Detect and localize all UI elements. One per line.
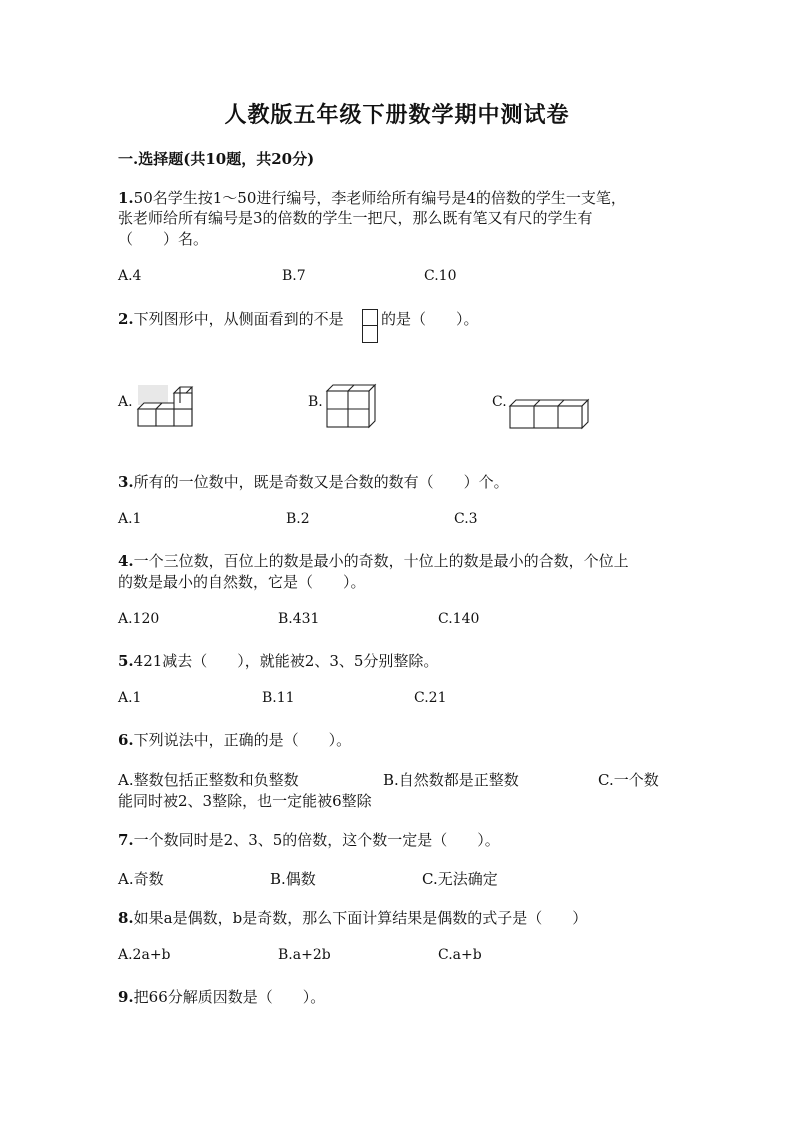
question-8-option-a: A.2a+b: [118, 947, 171, 963]
question-2-option-a: A.: [118, 394, 133, 410]
question-6-option-b: B.自然数都是正整数: [383, 771, 519, 789]
question-5-option-b: B.11: [262, 690, 295, 706]
question-8-option-b: B.a+2b: [278, 947, 331, 963]
question-5-option-a: A.1: [118, 690, 142, 706]
option-c-cubes-figure: [508, 398, 592, 430]
question-text: 421减去（ ），就能被2、3、5分别整除。: [133, 652, 439, 670]
question-number: 7.: [118, 831, 134, 849]
question-text: 下列说法中，正确的是（ ）。: [133, 731, 352, 749]
question-text: 一个三位数，百位上的数是最小的奇数，十位上的数是最小的合数，个位上: [133, 552, 629, 570]
question-7-option-c: C.无法确定: [422, 870, 498, 888]
question-1-line-3: （ ）名。: [118, 230, 209, 248]
question-3-line-1: [118, 471, 509, 492]
question-text: 一个数同时是2、3、5的倍数，这个数一定是（ ）。: [133, 831, 500, 849]
question-1-line-1: [118, 187, 626, 208]
question-number: 8.: [118, 909, 134, 927]
question-7-option-a: A.奇数: [118, 870, 164, 888]
question-3-option-c: C.3: [454, 511, 478, 527]
view-figure-top-square: [362, 309, 378, 326]
question-number: 3.: [118, 473, 134, 491]
question-3-option-b: B.2: [286, 511, 310, 527]
question-text: 所有的一位数中，既是奇数又是合数的数有（ ）个。: [133, 473, 509, 491]
question-number: 6.: [118, 731, 134, 749]
option-a-cubes-figure: [136, 385, 196, 429]
question-text: 50名学生按1～50进行编号，李老师给所有编号是4的倍数的学生一支笔，: [133, 189, 626, 207]
question-9-line-1: [118, 986, 325, 1007]
question-number: 1.: [118, 189, 134, 207]
question-3-option-a: A.1: [118, 511, 142, 527]
question-4-option-a: A.120: [118, 611, 160, 627]
page-title: 人教版五年级下册数学期中测试卷: [224, 102, 570, 128]
question-1-option-b: B.7: [282, 268, 306, 284]
question-number: 2.: [118, 310, 134, 328]
question-2-line-1: [118, 308, 344, 329]
question-5-line-1: [118, 650, 438, 671]
question-1-option-c: C.10: [424, 268, 457, 284]
question-2-line-1-tail: 的是（ ）。: [381, 310, 479, 328]
question-1-option-a: A.4: [118, 268, 142, 284]
question-4-line-1: [118, 550, 629, 571]
option-b-cubes-figure: [323, 383, 379, 429]
question-4-option-c: C.140: [438, 611, 480, 627]
question-6-option-c: C.一个数: [598, 771, 659, 789]
question-6-option-c-tail: 能同时被2、3整除，也一定能被6整除: [118, 792, 372, 810]
question-1-line-2: 张老师给所有编号是3的倍数的学生一把尺，那么既有笔又有尺的学生有: [118, 209, 593, 227]
question-4-line-2: 的数是最小的自然数，它是（ ）。: [118, 573, 366, 591]
question-2-option-c: C.: [492, 394, 507, 410]
question-number: 4.: [118, 552, 134, 570]
view-figure-bottom-square: [362, 325, 378, 343]
question-number: 5.: [118, 652, 134, 670]
question-5-option-c: C.21: [414, 690, 447, 706]
question-7-option-b: B.偶数: [270, 870, 316, 888]
question-6-option-a: A.整数包括正整数和负整数: [118, 771, 299, 789]
question-text: 下列图形中，从侧面看到的不是: [133, 310, 344, 328]
section-heading: 一.选择题(共10题，共20分): [118, 150, 315, 168]
question-8-option-c: C.a+b: [438, 947, 482, 963]
question-2-option-b: B.: [308, 394, 323, 410]
question-6-line-1: [118, 729, 351, 750]
question-8-line-1: [118, 907, 587, 928]
question-4-option-b: B.431: [278, 611, 320, 627]
question-text: 如果a是偶数，b是奇数，那么下面计算结果是偶数的式子是（ ）: [133, 909, 588, 927]
question-number: 9.: [118, 988, 134, 1006]
question-7-line-1: [118, 829, 500, 850]
question-text: 把66分解质因数是（ ）。: [133, 988, 326, 1006]
